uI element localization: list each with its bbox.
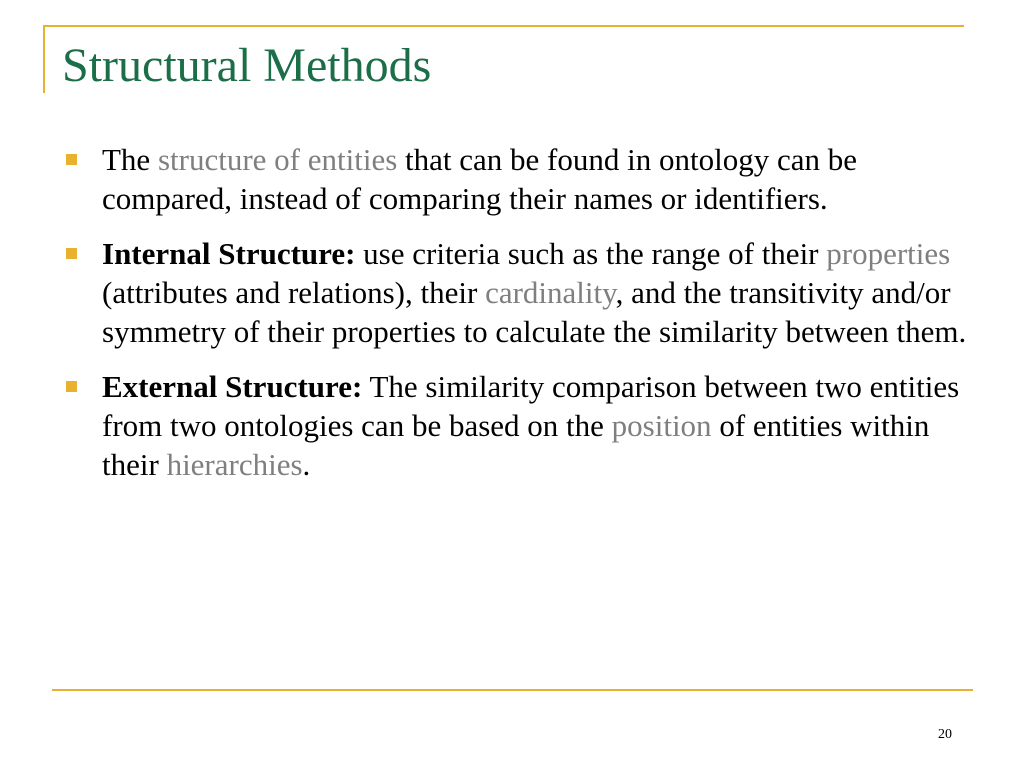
page-number: 20 — [938, 727, 952, 742]
bullet-text: that can be found in ontology can be compared, instead of comparing their names or identifiers. — [102, 142, 857, 216]
bullet-list — [62, 140, 967, 500]
bullet-item-internal-structure — [62, 234, 967, 351]
frame-left-rule — [43, 25, 45, 93]
bullet-heading: Internal Structure: — [102, 236, 356, 271]
bullet-text: The similarity comparison between two entities from two ontologies can be based on the — [102, 369, 960, 443]
square-bullet-icon — [66, 381, 77, 392]
square-bullet-icon — [66, 154, 77, 165]
square-bullet-icon — [66, 248, 77, 259]
bullet-text: , and the transitivity and/or symmetry of their properties to calculate the similarity between them. — [102, 275, 967, 349]
highlight-term: hierarchies — [166, 447, 303, 482]
highlight-term: cardinality — [485, 275, 616, 310]
bullet-text: of entities within their — [102, 408, 930, 482]
highlight-term: position — [611, 408, 712, 443]
bullet-text: (attributes and relations), their — [102, 275, 486, 310]
highlight-term: structure of entities — [157, 142, 398, 177]
slide-title: Structural Methods — [62, 39, 432, 92]
bullet-item-external-structure — [62, 367, 967, 484]
bullet-item-structure-of-entities — [62, 140, 967, 218]
frame-bottom-rule — [52, 689, 973, 691]
bullet-text: . — [302, 447, 311, 482]
bullet-heading: External Structure: — [102, 369, 363, 404]
highlight-term: properties — [826, 236, 951, 271]
frame-top-rule — [43, 25, 964, 27]
bullet-text: use criteria such as the range of their — [355, 236, 827, 271]
bullet-text: The — [102, 142, 158, 177]
